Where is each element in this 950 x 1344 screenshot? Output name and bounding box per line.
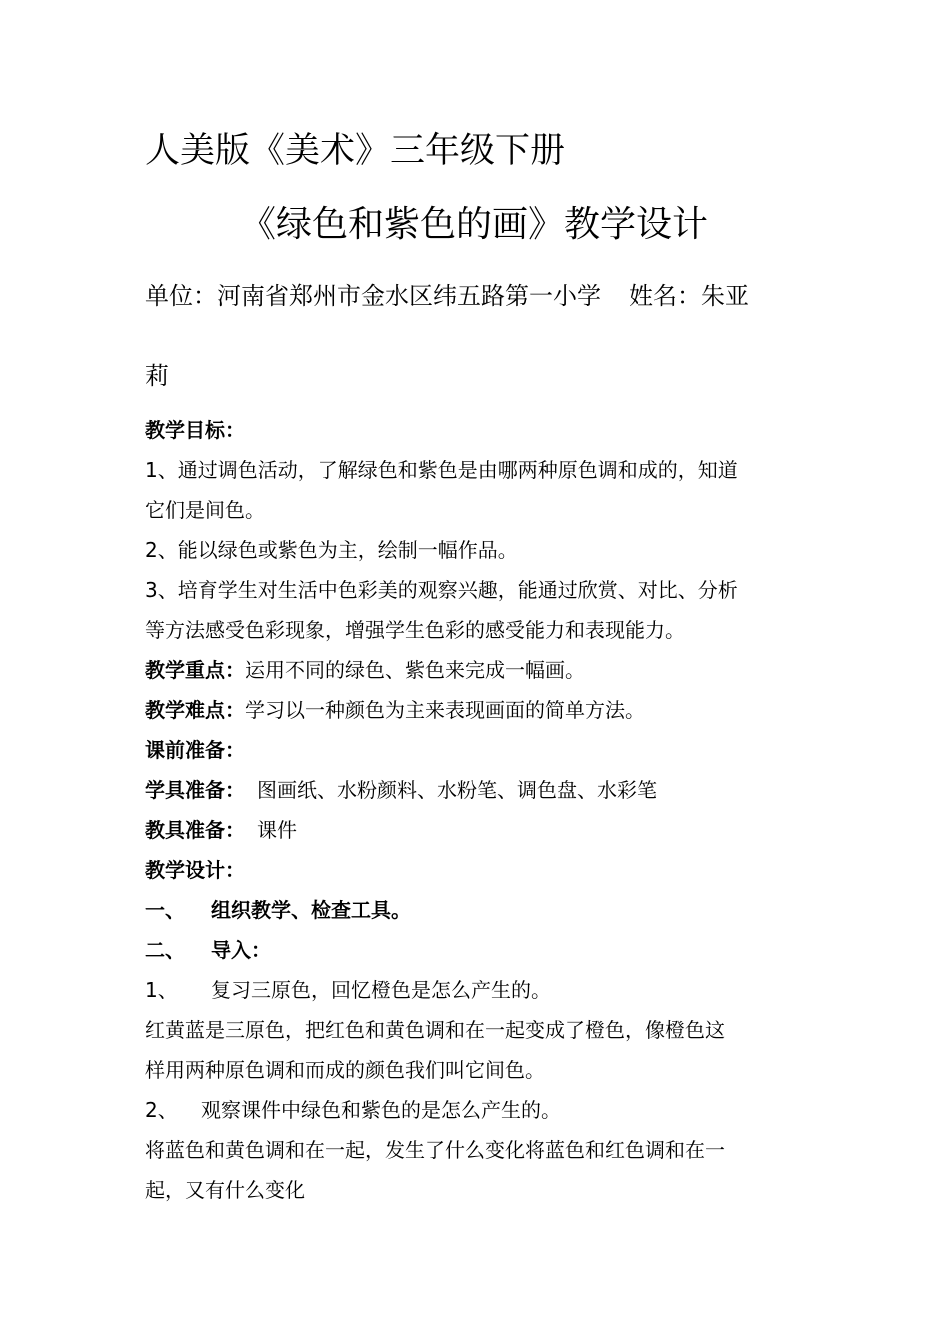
difficulty-label: 教学难点：	[145, 698, 245, 722]
design-heading: 教学设计：	[145, 858, 245, 882]
student-prep-text: 图画纸、水粉颜料、水粉笔、调色盘、水彩笔	[257, 778, 657, 802]
section-1-number: 一、	[145, 898, 185, 922]
preparation-heading: 课前准备：	[145, 738, 245, 762]
name-value-part1: 朱亚	[701, 282, 749, 310]
step-2-number: 2、	[145, 1098, 178, 1122]
section-1	[145, 890, 810, 930]
objective-2: 2、能以绿色或紫色为主，绘制一幅作品。	[145, 538, 518, 562]
section-2-number: 二、	[145, 938, 185, 962]
key-point-label: 教学重点：	[145, 658, 245, 682]
paragraph-1-line-2: 样用两种原色调和而成的颜色我们叫它间色。	[145, 1058, 545, 1082]
objective-1-line-2: 它们是间色。	[145, 498, 265, 522]
name-value-part2: 莉	[145, 362, 169, 390]
step-1-number: 1、	[145, 978, 178, 1002]
name-label: 姓名：	[629, 282, 701, 310]
key-point-text: 运用不同的绿色、紫色来完成一幅画。	[245, 658, 585, 682]
teacher-prep-label: 教具准备：	[145, 818, 245, 842]
teacher-prep-row	[145, 810, 810, 850]
unit-label: 单位：	[145, 282, 217, 310]
key-point-row	[145, 650, 810, 690]
objective-3-line-1: 3、培育学生对生活中色彩美的观察兴趣，能通过欣赏、对比、分析	[145, 578, 738, 602]
objective-1-line-1: 1、通过调色活动，了解绿色和紫色是由哪两种原色调和成的，知道	[145, 458, 738, 482]
step-1-text: 复习三原色，回忆橙色是怎么产生的。	[211, 978, 551, 1002]
document-title: 人美版《美术》三年级下册	[145, 131, 566, 171]
section-2-text: 导入：	[211, 938, 271, 962]
section-2	[145, 930, 810, 970]
student-prep-row	[145, 770, 810, 810]
objective-3-line-2: 等方法感受色彩现象，增强学生色彩的感受能力和表现能力。	[145, 618, 685, 642]
difficulty-text: 学习以一种颜色为主来表现画面的简单方法。	[245, 698, 645, 722]
document-body	[145, 410, 810, 1210]
step-2-text: 观察课件中绿色和紫色的是怎么产生的。	[201, 1098, 561, 1122]
student-prep-label: 学具准备：	[145, 778, 245, 802]
teacher-prep-text: 课件	[257, 818, 297, 842]
section-1-text: 组织教学、检查工具。	[211, 898, 411, 922]
document-subtitle: 《绿色和紫色的画》教学设计	[240, 204, 709, 245]
paragraph-1-line-1: 红黄蓝是三原色，把红色和黄色调和在一起变成了橙色，像橙色这	[145, 1018, 725, 1042]
unit-value: 河南省郑州市金水区纬五路第一小学	[217, 282, 601, 310]
step-1	[145, 970, 810, 1010]
paragraph-2-line-2: 起，又有什么变化	[145, 1178, 305, 1202]
step-2	[145, 1090, 810, 1130]
objectives-heading: 教学目标：	[145, 418, 245, 442]
author-info-line	[145, 276, 810, 316]
difficulty-row	[145, 690, 810, 730]
paragraph-2-line-1: 将蓝色和黄色调和在一起，发生了什么变化将蓝色和红色调和在一	[145, 1138, 725, 1162]
